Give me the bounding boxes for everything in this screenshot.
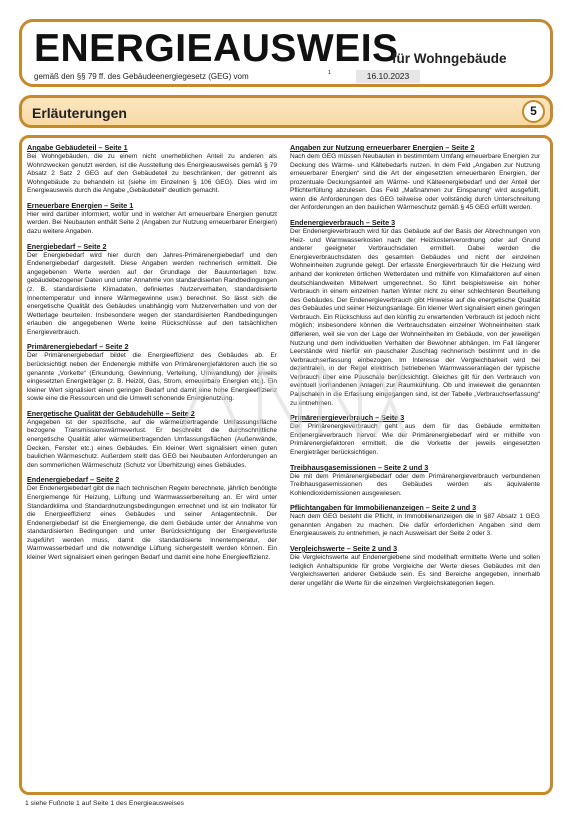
explanation-block [290, 143, 540, 213]
section-title: Erläuterungen [32, 105, 127, 121]
explanation-block [290, 503, 540, 539]
block-heading: Endenergieverbrauch – Seite 3 [290, 218, 396, 228]
explanation-block [27, 201, 277, 237]
block-heading: Angabe Gebäudeteil – Seite 1 [27, 143, 128, 152]
block-text: Der Primärenergieverbrauch geht aus dem für das Gebäude ermittelten Endenergieverbrauch hervor. Wie der Primärenergiebedarf wird er mithilfe von Primärenergiefaktoren ermittelt, die die Vorkette der jeweils eingesetzten Energieträger berücksichtigen. [290, 423, 540, 456]
block-heading: Angaben zur Nutzung erneuerbarer Energien – Seite 2 [290, 143, 475, 152]
block-text: Hier wird darüber informiert, wofür und in welcher Art erneuerbare Energien genutzt werden. Bei Neubauten enthält Seite 2 (Angaben zur Nutzung erneuerbarer Energien) dazu weitere Angaben. [27, 210, 277, 236]
block-text: Der Endenergieverbrauch wird für das Gebäude auf der Basis der Abrechnungen von Heiz- und Warmwasserkosten nach der Heizkostenverordnung oder auf Grund anderer geeigneter Verbrauchsdaten ermittelt. Dabei werden die Energieverbrauchsdaten des gesamten Gebäudes und nicht der einzelnen Wohneinheiten zugrunde gelegt. Der erfasste Energieverbrauch für die Heizung wird anhand der konkreten örtlichen Wetterdaten und mithilfe von Klimafaktoren auf einen deutschlandweiten Mittelwert umgerechnet. So führt beispielsweise ein hoher Verbrauch in einem einzelnen harten Winter nicht zu einer schlechteren Beurteilung des Gebäudes. Der Endenergieverbrauch gibt Hinweise auf die energetische Qualität des Gebäudes und seiner Heizungsanlage. Ein kleiner Wert signalisiert einen geringen Verbrauch. Ein Rückschluss auf den künftig zu erwartenden Verbrauch ist jedoch nicht möglich; insbesondere können die Verbrauchsdaten einzelner Wohneinheiten stark differieren, weil sie von der Lage der Wohneinheiten im Gebäude, von der jeweiligen Nutzung und dem individuellen Verhalten der Bewohner abhängen. Im Fall längerer Leerstände wird hierfür ein pauschaler Zuschlag rechnerisch bestimmt und in die Verbrauchserfassung einbezogen. Im Interesse der Vergleichbarkeit wird bei dezentralen, in der Regel elektrisch betriebenen Warmwasseranlagen der typische Verbrauch über eine Pauschale berücksichtigt. Gleiches gilt für den Verbrauch von eventuell vorhandenen Anlagen zur Raumkühlung. Ob und inwieweit die genannten Pauschalen in die Erfassung eingegangen sind, ist der Tabelle „Verbrauchserfassung“ zu entnehmen. [290, 228, 540, 407]
left-column [27, 143, 277, 568]
block-text: Die Vergleichswerte auf Endenergiebene sind modellhaft ermittelte Werte und sollen lediglich Anhaltspunkte für grobe Vergleiche der Werte dieses Gebäudes mit den Vergleichswerten anderer Gebäude sein. Es sind Bereiche angegeben, innerhalb derer ungefähr die Werte für die einzelnen Vergleichskategorien liegen. [290, 553, 540, 587]
block-text: Der Primärenergiebedarf bildet die Energieeffizienz des Gebäudes ab. Er berücksichtigt neben der Endenergie mithilfe von Primärenergiefaktoren auch die so genannte „Vorkette“ (Erkundung, Gewinnung, Verteilung, Umwandlung) der jeweils eingesetzten Energieträger (z. B. Heizöl, Gas, Strom, erneuerbare Energien etc.). Ein kleiner Wert signalisiert einen geringen Bedarf und damit eine hohe Energieeffizienz sowie eine die Ressourcen und die Umwelt schonende Energienutzung. [27, 352, 277, 403]
law-reference: gemäß den §§ 79 ff. des Gebäudeenergiegesetz (GEG) vom [34, 72, 249, 81]
explanation-block [27, 143, 277, 196]
block-heading: Energetische Qualität der Gebäudehülle – Seite 2 [27, 408, 195, 418]
explanation-block [27, 342, 277, 403]
document-subtitle: für Wohngebäude [392, 51, 507, 66]
block-heading: Treibhausgasemissionen – Seite 2 und 3 [290, 462, 429, 472]
explanation-block [290, 413, 540, 457]
block-text: Nach dem GEG besteht die Pflicht, in Immobilienanzeigen die in §87 Absatz 1 GEG genannten Angaben zu machen. Die dafür erforderlichen Angaben sind dem Energieausweis zu entnehmen, je nach Ausweisart der Seite 2 oder 3. [290, 513, 540, 538]
footnote: 1 siehe Fußnote 1 auf Seite 1 des Energieausweises [25, 800, 185, 807]
block-heading: Erneuerbare Energien – Seite 1 [27, 200, 134, 210]
block-text: Angegeben ist der spezifische, auf die wärmeübertragende Umfassungsfläche bezogene Transmissionswärmeverlust. Er beschreibt die durchschnittliche energetische Qualität aller wärmeübertragenden Umfassungsflächen (Außenwände, Decken, Fenster etc.) eines Gebäudes. Ein kleiner Wert signalisiert einen guten baulichen Wärmeschutz. Außerdem stellt das GEG bei Neubauten Anforderungen an den sommerlichen Wärmeschutz (Schutz vor Überhitzung) eines Gebäudes. [27, 418, 277, 469]
block-heading: Primärenergieverbrauch – Seite 3 [290, 413, 405, 423]
block-heading: Energiebedarf – Seite 2 [27, 241, 107, 251]
explanations-content [19, 135, 553, 795]
block-text: Der Endenergiebedarf gibt die nach technischen Regeln berechnete, jährlich benötigte Energiemenge für Heizung, Lüftung und Warmwasserbereitung an. Er wird unter Standardklima und Standardnutzungsbedingungen errechnet und ist ein Indikator für die Energieeffizienz eines Gebäudes und seiner Anlagentechnik. Der Endenergiebedarf ist die Energiemenge, die dem Gebäude unter der Annahme von standardisierten Bedingungen und unter Berücksichtigung der Energieverluste zugeführt werden muss, damit die standardisierte Innentemperatur, der Warmwasserbedarf und die notwendige Lüftung sichergestellt werden können. Ein kleiner Wert signalisiert einen geringen Bedarf und damit eine hohe Energieeffizienz. [27, 485, 277, 561]
block-heading: Vergleichswerte – Seite 2 und 3 [290, 543, 398, 553]
explanation-block [27, 409, 277, 470]
explanation-block [290, 544, 540, 588]
explanation-block [290, 463, 540, 499]
block-heading: Pflichtangaben für Immobilienanzeigen – Seite 2 und 3 [290, 503, 477, 513]
block-text: Nach dem GEG müssen Neubauten in bestimmtem Umfang erneuerbare Energien zur Deckung des Wärme- und Kältebedarfs nutzen. In dem Feld „Angaben zur Nutzung erneuerbarer Energien“ sind die Art der eingesetzten erneuerbaren Energien, der prozentuale Deckungsanteil am Wärme- und Kälteenergiebedarf und der Anteil der Pflichterfüllung abzulesen. Das Feld „Maßnahmen zur Einsparung“ wird ausgefüllt, wenn die Anforderungen des GEG teilweise oder vollständig durch Unterschreitung der Anforderungen an den baulichen Wärmeschutz gemäß § 45 GEG erfüllt werden. [290, 153, 540, 212]
document-title: ENERGIEAUSWEIS [34, 27, 399, 70]
block-heading: Primärenergiebedarf – Seite 2 [27, 342, 129, 352]
explanation-block [27, 475, 277, 562]
document-header [19, 19, 553, 87]
footnote-marker: 1 [328, 70, 332, 76]
explanation-block [290, 218, 540, 408]
block-text: Die mit dem Primärenergiebedarf oder dem Primärenergieverbrauch verbundenen Treibhausgasemissionen des Gebäudes werden als äquivalente Kohlendioxidemissionen ausgewiesen. [290, 472, 540, 497]
section-header [19, 95, 553, 128]
block-text: Bei Wohngebäuden, die zu einem nicht unerheblichen Anteil zu anderen als Wohnzwecken genutzt werden, ist die Ausstellung des Energieausweises gemäß § 79 Absatz 2 Satz 2 GEG auf den Gebäudeteil zu beschränken, der getrennt als Wohngebäude zu behandeln ist (siehe im Einzelnen § 106 GEG). Dies wird im Energieausweis durch die Angabe „Gebäudeteil“ deutlich gemacht. [27, 153, 277, 195]
block-heading: Endenergiebedarf – Seite 2 [27, 475, 120, 485]
block-text: Der Energiebedarf wird hier durch den Jahres-Primärenergiebedarf und den Endenergiebedarf dargestellt. Diese Angaben werden rechnerisch ermittelt. Die angegebenen Werte werden auf der Grundlage der Bauunterlagen bzw. gebäudebezogener Daten und unter Annahme von standardisierten Randbedingungen (z. B. standardisierte Klimadaten, definiertes Nutzerverhalten, standardisierte Innentemperatur und innere Wärmegewinne usw.) berechnet. So lässt sich die energetische Qualität des Gebäudes unabhängig vom Nutzerverhalten und von der Wetterlage beurteilen. Insbesondere wegen der standardisierten Randbedingungen erlauben die angegebenen Werte keine Rückschlüsse auf den tatsächlichen Energieverbrauch. [27, 251, 277, 336]
page-number-badge: 5 [522, 100, 545, 123]
explanation-block [27, 242, 277, 338]
date-field: 16.10.2023 [356, 70, 420, 83]
right-column [290, 143, 540, 593]
